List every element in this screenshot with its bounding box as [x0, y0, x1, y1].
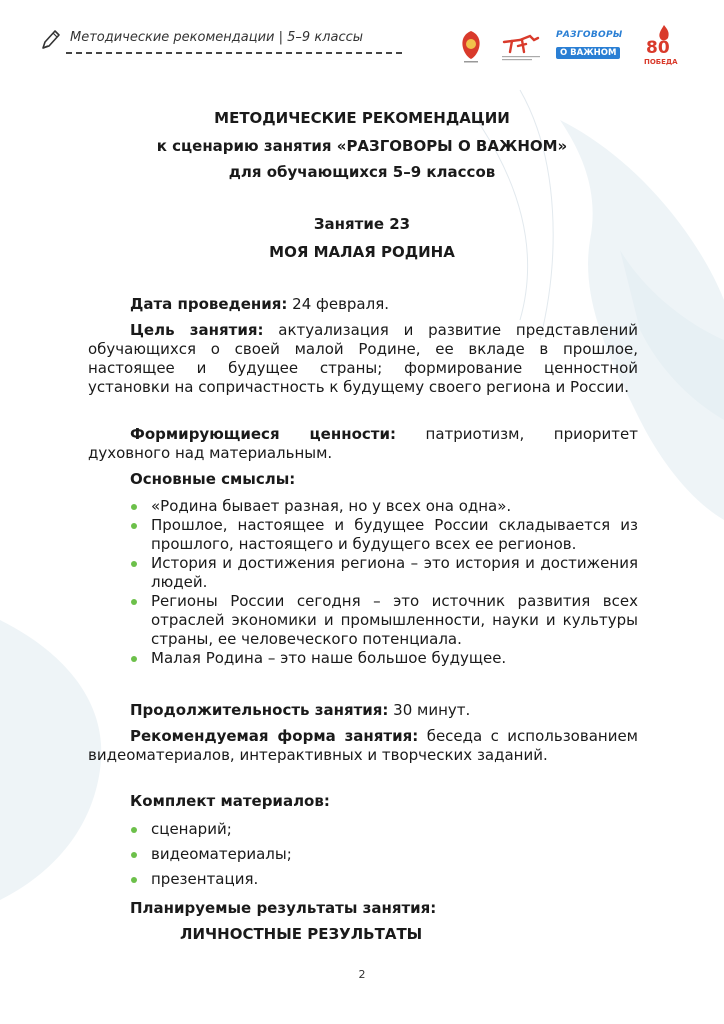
- materials-label: Комплект материалов:: [130, 792, 330, 810]
- bullet-dot-icon: [131, 504, 137, 510]
- header-text: Методические рекомендации | 5–9 классы: [70, 30, 364, 45]
- doc-title-line1: МЕТОДИЧЕСКИЕ РЕКОМЕНДАЦИИ: [214, 109, 510, 127]
- pencil-icon: [40, 28, 62, 52]
- date-label: Дата проведения:: [130, 295, 288, 313]
- ministry-emblem-logo: [454, 28, 488, 64]
- list-item: История и достижения региона – это история и достижения людей.: [128, 554, 638, 592]
- form-paragraph: [88, 727, 638, 765]
- bullet-dot-icon: [131, 599, 137, 605]
- duration-label: Продолжительность занятия:: [130, 701, 389, 719]
- list-item: презентация.: [128, 870, 638, 889]
- bullet-dot-icon: [131, 877, 137, 883]
- list-item: видеоматериалы;: [128, 845, 638, 864]
- razgovory-logo: [556, 30, 626, 62]
- bullet-dot-icon: [131, 827, 137, 833]
- victory-80-number: 80: [646, 38, 670, 58]
- date-row: [130, 295, 389, 314]
- materials-list: [128, 820, 638, 889]
- meanings-label: Основные смыслы:: [130, 470, 296, 488]
- form-value: беседа с использованием видеоматериалов, интерактивных и творческих заданий.: [88, 727, 638, 764]
- bullet-dot-icon: [131, 852, 137, 858]
- bullet-dot-icon: [131, 561, 137, 567]
- list-item: «Родина бывает разная, но у всех она одна».: [128, 497, 638, 516]
- lesson-number: Занятие 23: [313, 215, 411, 233]
- razgovory-logo-line1: РАЗГОВОРЫ: [556, 30, 623, 40]
- razgovory-logo-line2: О ВАЖНОМ: [556, 47, 620, 59]
- page-header: [36, 24, 688, 68]
- form-label: Рекомендуемая форма занятия:: [130, 727, 419, 745]
- list-item: Регионы России сегодня – это источник развития всех отраслей экономики и промышленности, науки и культуры страны, ее человеческого потенциала.: [128, 592, 638, 649]
- goal-paragraph: [88, 321, 638, 397]
- victory-80-caption: ПОБЕДА: [644, 58, 678, 66]
- doc-title-line3: для обучающихся 5–9 классов: [228, 163, 496, 181]
- doc-title-line2: к сценарию занятия «РАЗГОВОРЫ О ВАЖНОМ»: [156, 137, 568, 155]
- results-label: Планируемые результаты занятия:: [130, 899, 437, 917]
- header-divider: [66, 52, 402, 54]
- lesson-name: МОЯ МАЛАЯ РОДИНА: [269, 243, 455, 261]
- date-value: 24 февраля.: [287, 295, 389, 313]
- personal-results-heading: ЛИЧНОСТНЫЕ РЕЗУЛЬТАТЫ: [180, 925, 423, 943]
- page-number: 2: [358, 968, 366, 981]
- values-paragraph: [88, 425, 638, 463]
- bullet-dot-icon: [131, 656, 137, 662]
- institute-logo: [500, 32, 544, 62]
- victory-80-logo: [642, 24, 682, 68]
- goal-value: актуализация и развитие представлений обучающихся о своей малой Родине, ее вкладе в прошлое, настоящее и будущее страны; формирование ценностной установки на сопричастность к будущему своего региона и России.: [88, 321, 638, 396]
- list-item: Прошлое, настоящее и будущее России складывается из прошлого, настоящего и будущего всех ее регионов.: [128, 516, 638, 554]
- list-item: сценарий;: [128, 820, 638, 839]
- values-value: патриотизм, приоритет духовного над материальным.: [88, 425, 639, 462]
- goal-label: Цель занятия:: [130, 321, 264, 339]
- bullet-dot-icon: [131, 523, 137, 529]
- meanings-list: [128, 497, 638, 668]
- values-label: Формирующиеся ценности:: [130, 425, 396, 443]
- list-item: Малая Родина – это наше большое будущее.: [128, 649, 638, 668]
- duration-row: [130, 701, 470, 720]
- duration-value: 30 минут.: [388, 701, 471, 719]
